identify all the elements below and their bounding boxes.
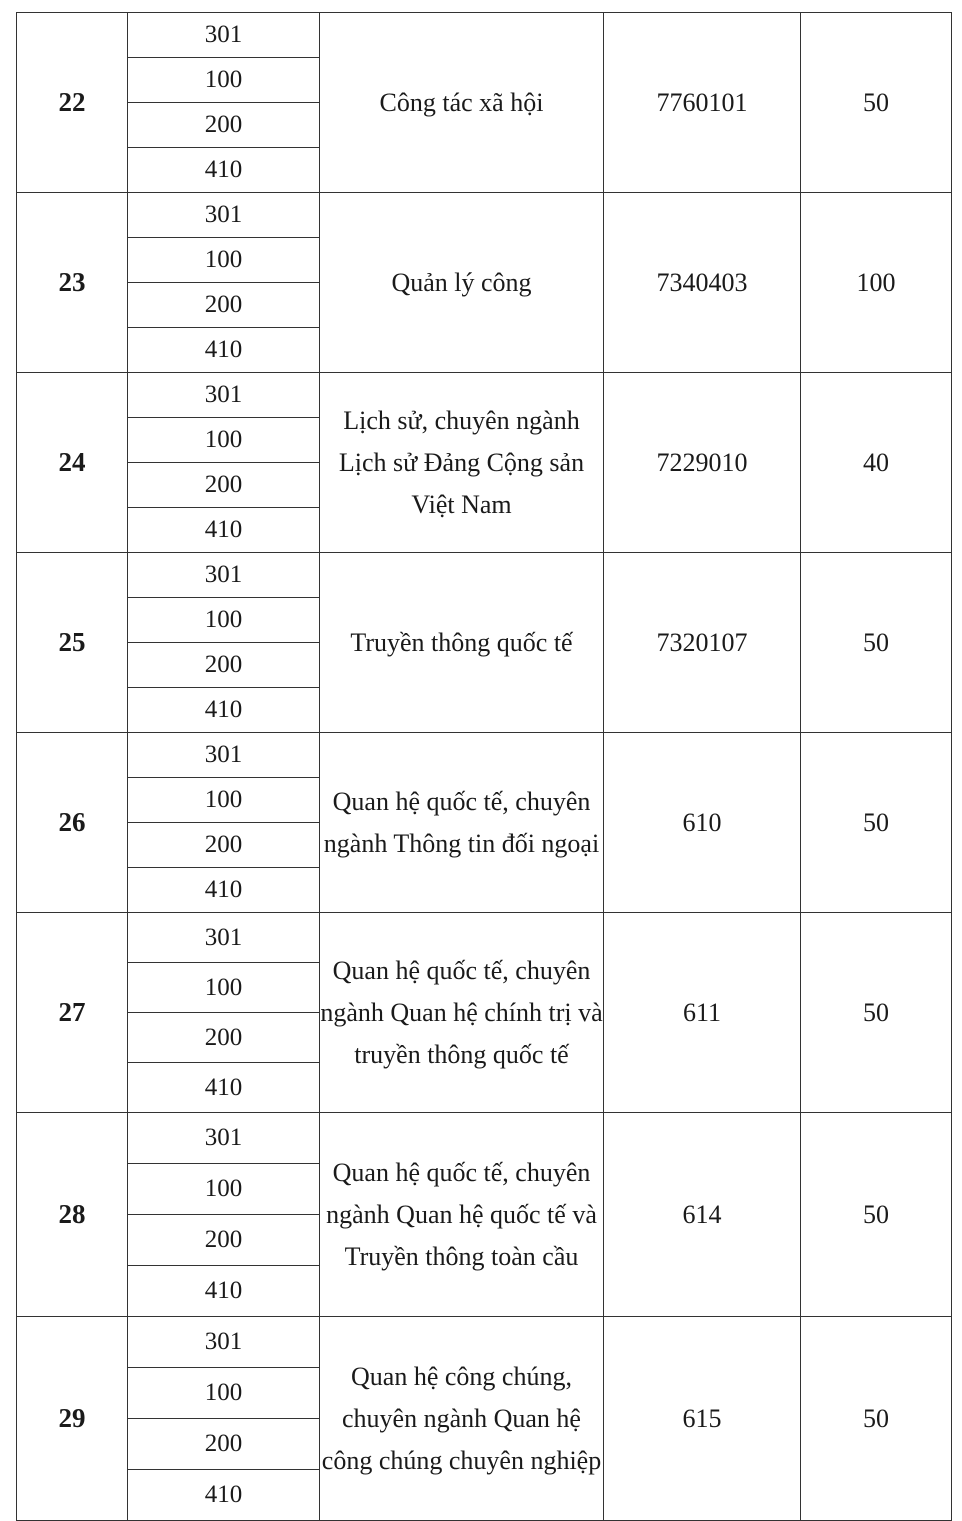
- combination-code: 301: [128, 1317, 320, 1368]
- major-code: 7340403: [604, 193, 801, 373]
- combination-code: 301: [128, 553, 320, 598]
- combination-code: 410: [128, 328, 320, 373]
- combination-code: 200: [128, 283, 320, 328]
- row-number: 22: [17, 13, 128, 193]
- table-row: [17, 913, 952, 963]
- major-code: 610: [604, 733, 801, 913]
- program-name: Quan hệ quốc tế, chuyên ngành Thông tin đối ngoại: [320, 733, 604, 913]
- combination-code: 410: [128, 1470, 320, 1521]
- table-row: [17, 1113, 952, 1164]
- row-number: 23: [17, 193, 128, 373]
- major-code: 7229010: [604, 373, 801, 553]
- combination-code: 100: [128, 778, 320, 823]
- combination-code: 410: [128, 688, 320, 733]
- table-row: [17, 13, 952, 58]
- row-number: 26: [17, 733, 128, 913]
- combination-code: 100: [128, 58, 320, 103]
- row-number: 24: [17, 373, 128, 553]
- table-row: [17, 373, 952, 418]
- combination-code: 100: [128, 963, 320, 1013]
- program-name: Lịch sử, chuyên ngành Lịch sử Đảng Cộng sản Việt Nam: [320, 373, 604, 553]
- combination-code: 100: [128, 1368, 320, 1419]
- combination-code: 100: [128, 1164, 320, 1215]
- combination-code: 301: [128, 193, 320, 238]
- row-number: 27: [17, 913, 128, 1113]
- major-code: 614: [604, 1113, 801, 1317]
- program-name: Quan hệ quốc tế, chuyên ngành Quan hệ quốc tế và Truyền thông toàn cầu: [320, 1113, 604, 1317]
- quota: 50: [801, 1317, 952, 1521]
- combination-code: 410: [128, 148, 320, 193]
- combination-code: 301: [128, 13, 320, 58]
- program-name: Quan hệ quốc tế, chuyên ngành Quan hệ chính trị và truyền thông quốc tế: [320, 913, 604, 1113]
- combination-code: 410: [128, 868, 320, 913]
- program-name: Quan hệ công chúng, chuyên ngành Quan hệ công chúng chuyên nghiệp: [320, 1317, 604, 1521]
- quota: 50: [801, 13, 952, 193]
- quota: 40: [801, 373, 952, 553]
- combination-code: 200: [128, 643, 320, 688]
- combination-code: 200: [128, 463, 320, 508]
- combination-code: 301: [128, 733, 320, 778]
- quota: 100: [801, 193, 952, 373]
- major-code: 611: [604, 913, 801, 1113]
- combination-code: 200: [128, 1013, 320, 1063]
- table-row: [17, 553, 952, 598]
- quota: 50: [801, 553, 952, 733]
- row-number: 25: [17, 553, 128, 733]
- combination-code: 301: [128, 913, 320, 963]
- combination-code: 200: [128, 1215, 320, 1266]
- table-body: [17, 13, 952, 1521]
- combination-code: 410: [128, 1063, 320, 1113]
- admissions-table: [16, 12, 952, 1521]
- combination-code: 410: [128, 1266, 320, 1317]
- program-name: Công tác xã hội: [320, 13, 604, 193]
- combination-code: 301: [128, 373, 320, 418]
- combination-code: 100: [128, 418, 320, 463]
- program-name: Truyền thông quốc tế: [320, 553, 604, 733]
- program-name: Quản lý công: [320, 193, 604, 373]
- major-code: 7320107: [604, 553, 801, 733]
- combination-code: 200: [128, 823, 320, 868]
- combination-code: 100: [128, 238, 320, 283]
- table-row: [17, 193, 952, 238]
- quota: 50: [801, 733, 952, 913]
- table-row: [17, 1317, 952, 1368]
- combination-code: 410: [128, 508, 320, 553]
- row-number: 29: [17, 1317, 128, 1521]
- table-row: [17, 733, 952, 778]
- combination-code: 200: [128, 1419, 320, 1470]
- row-number: 28: [17, 1113, 128, 1317]
- combination-code: 200: [128, 103, 320, 148]
- combination-code: 301: [128, 1113, 320, 1164]
- quota: 50: [801, 913, 952, 1113]
- quota: 50: [801, 1113, 952, 1317]
- combination-code: 100: [128, 598, 320, 643]
- major-code: 7760101: [604, 13, 801, 193]
- major-code: 615: [604, 1317, 801, 1521]
